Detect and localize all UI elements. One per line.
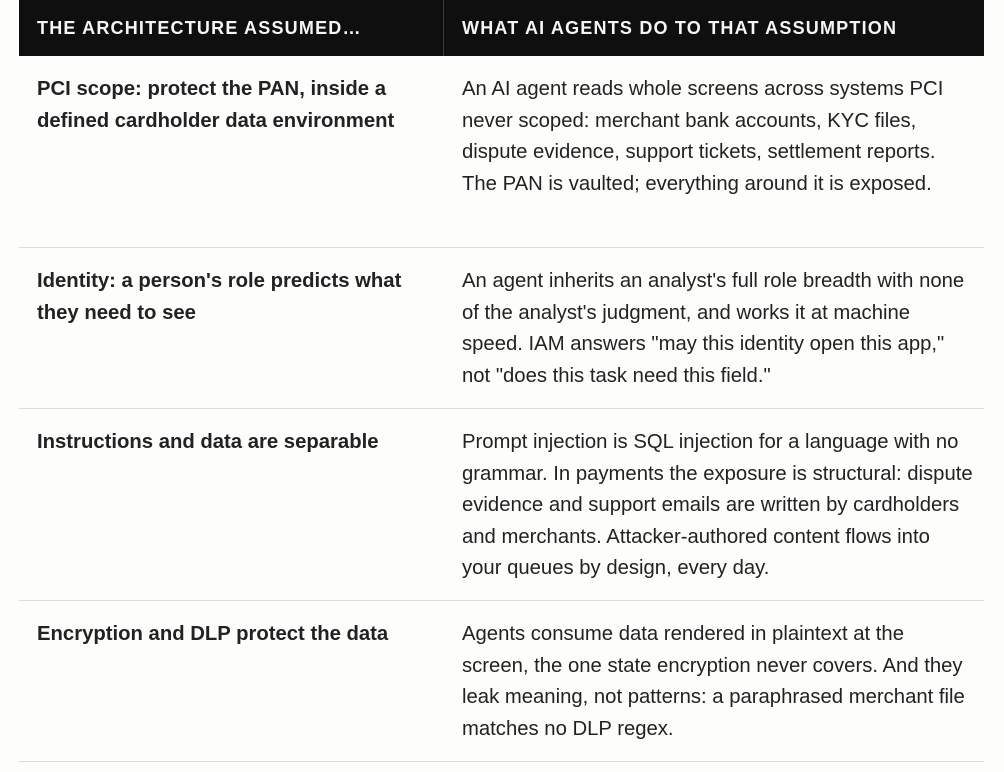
table-row [19,248,984,409]
effect-cell: An AI agent reads whole screens across systems PCI never scoped: merchant bank accounts, KYC files, dispute evidence, support tickets, settlement reports. The PAN is vaulted; everything around it is exposed. [462,78,944,195]
table-row [19,601,984,762]
comparison-table [19,0,984,762]
table-header [19,0,984,56]
table-row [19,56,984,248]
assumption-cell: PCI scope: protect the PAN, inside a defined cardholder data environment [37,78,395,132]
effect-cell: Prompt injection is SQL injection for a language with no grammar. In payments the exposure is structural: dispute evidence and support emails are written by cardholders and merchants. Attacker-authored content flows into your queues by design, every day. [462,431,973,579]
effect-cell: Agents consume data rendered in plaintext at the screen, the one state encryption never covers. And they leak meaning, not patterns: a paraphrased merchant file matches no DLP regex. [462,623,965,740]
table-row [19,409,984,601]
header-assumption: THE ARCHITECTURE ASSUMED… [19,0,444,56]
assumption-cell: Encryption and DLP protect the data [37,623,389,645]
header-agent-effect: WHAT AI AGENTS DO TO THAT ASSUMPTION [462,17,898,38]
assumption-cell: Instructions and data are separable [37,431,379,453]
assumption-cell: Identity: a person's role predicts what they need to see [37,270,402,324]
effect-cell: An agent inherits an analyst's full role breadth with none of the analyst's judgment, and works it at machine speed. IAM answers "may this identity open this app," not "does this task need this field." [462,270,965,387]
